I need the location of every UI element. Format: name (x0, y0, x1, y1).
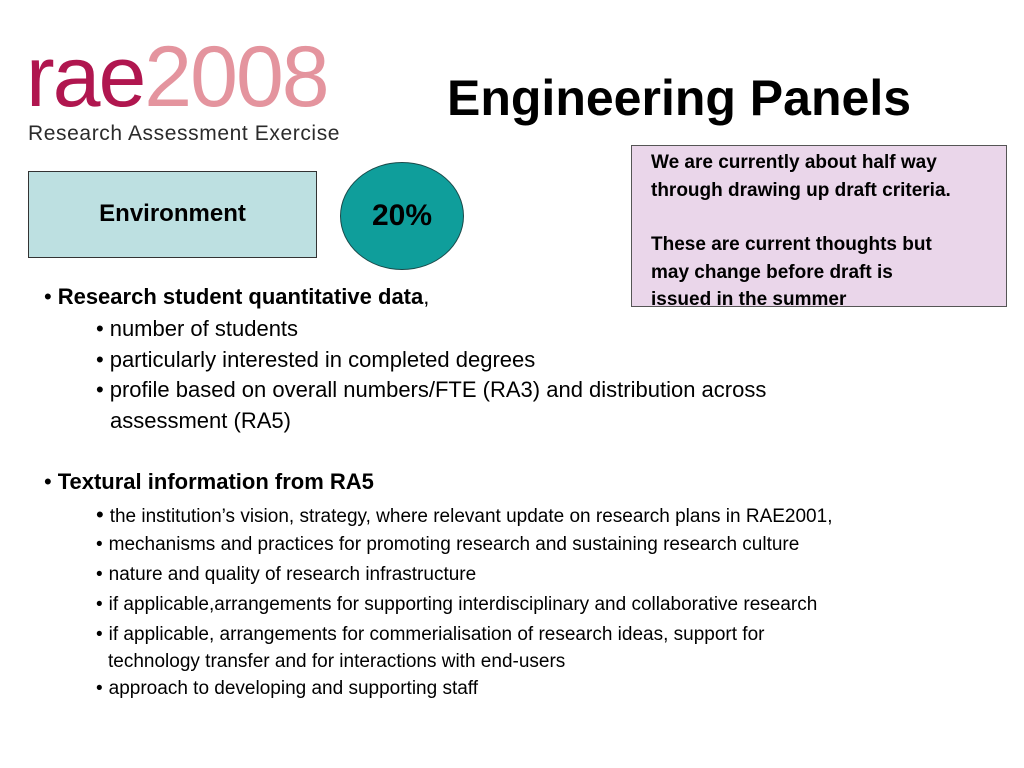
list-item: • the institution’s vision, strategy, where relevant update on research plans in RAE2001, (96, 502, 833, 527)
list-item-text: number of students (109, 316, 299, 341)
list-item-text: if applicable,arrangements for supporting interdisciplinary and collaborative research (108, 594, 818, 615)
list-item: • number of students (96, 316, 299, 341)
note-line: We are currently about half way (651, 152, 937, 173)
list-item: • approach to developing and supporting staff (96, 678, 479, 699)
section-heading-research-student: • Research student quantitative data, (44, 284, 430, 309)
list-item: • profile based on overall numbers/FTE (RA3) and distribution across (96, 377, 767, 402)
list-item-text: nature and quality of research infrastructure (108, 564, 477, 585)
list-item: • nature and quality of research infrastructure (96, 564, 477, 585)
list-item-text: if applicable, arrangements for commerialisation of research ideas, support for (108, 624, 765, 645)
note-line: may change before draft is (651, 261, 893, 283)
percentage-label: 20% (371, 199, 433, 232)
note-line: These are current thoughts but (651, 234, 932, 255)
list-item: • if applicable,arrangements for supporting interdisciplinary and collaborative research (96, 594, 818, 615)
list-item-text: mechanisms and practices for promoting research and sustaining research culture (108, 534, 800, 555)
slide-title: Engineering Panels (447, 70, 912, 126)
list-item-text: approach to developing and supporting staff (108, 678, 479, 699)
list-item-continuation: technology transfer and for interactions with end-users (108, 651, 566, 672)
section-heading-text: Textural information from RA5 (57, 469, 374, 494)
list-item: • mechanisms and practices for promoting research and sustaining research culture (96, 534, 800, 555)
logo-subtitle: Research Assessment Exercise (28, 122, 341, 145)
logo-rae-text: rae (26, 29, 145, 125)
section-heading-suffix: , (423, 284, 430, 309)
note-line: issued in the summer (651, 289, 847, 310)
environment-label: Environment (99, 200, 246, 227)
note-line: through drawing up draft criteria. (651, 179, 951, 201)
list-item-continuation: assessment (RA5) (110, 408, 291, 433)
list-item: • if applicable, arrangements for commerialisation of research ideas, support for (96, 624, 765, 645)
section-heading-textural: • Textural information from RA5 (44, 469, 374, 494)
logo-year-text: 2008 (144, 29, 328, 125)
section-heading-text: Research student quantitative data (57, 284, 424, 309)
list-item: • particularly interested in completed degrees (96, 347, 536, 372)
list-item-text: profile based on overall numbers/FTE (RA3) and distribution across (109, 377, 767, 402)
list-item-text: the institution’s vision, strategy, where relevant update on research plans in RAE2001, (109, 506, 833, 527)
list-item-text: particularly interested in completed degrees (109, 347, 536, 372)
